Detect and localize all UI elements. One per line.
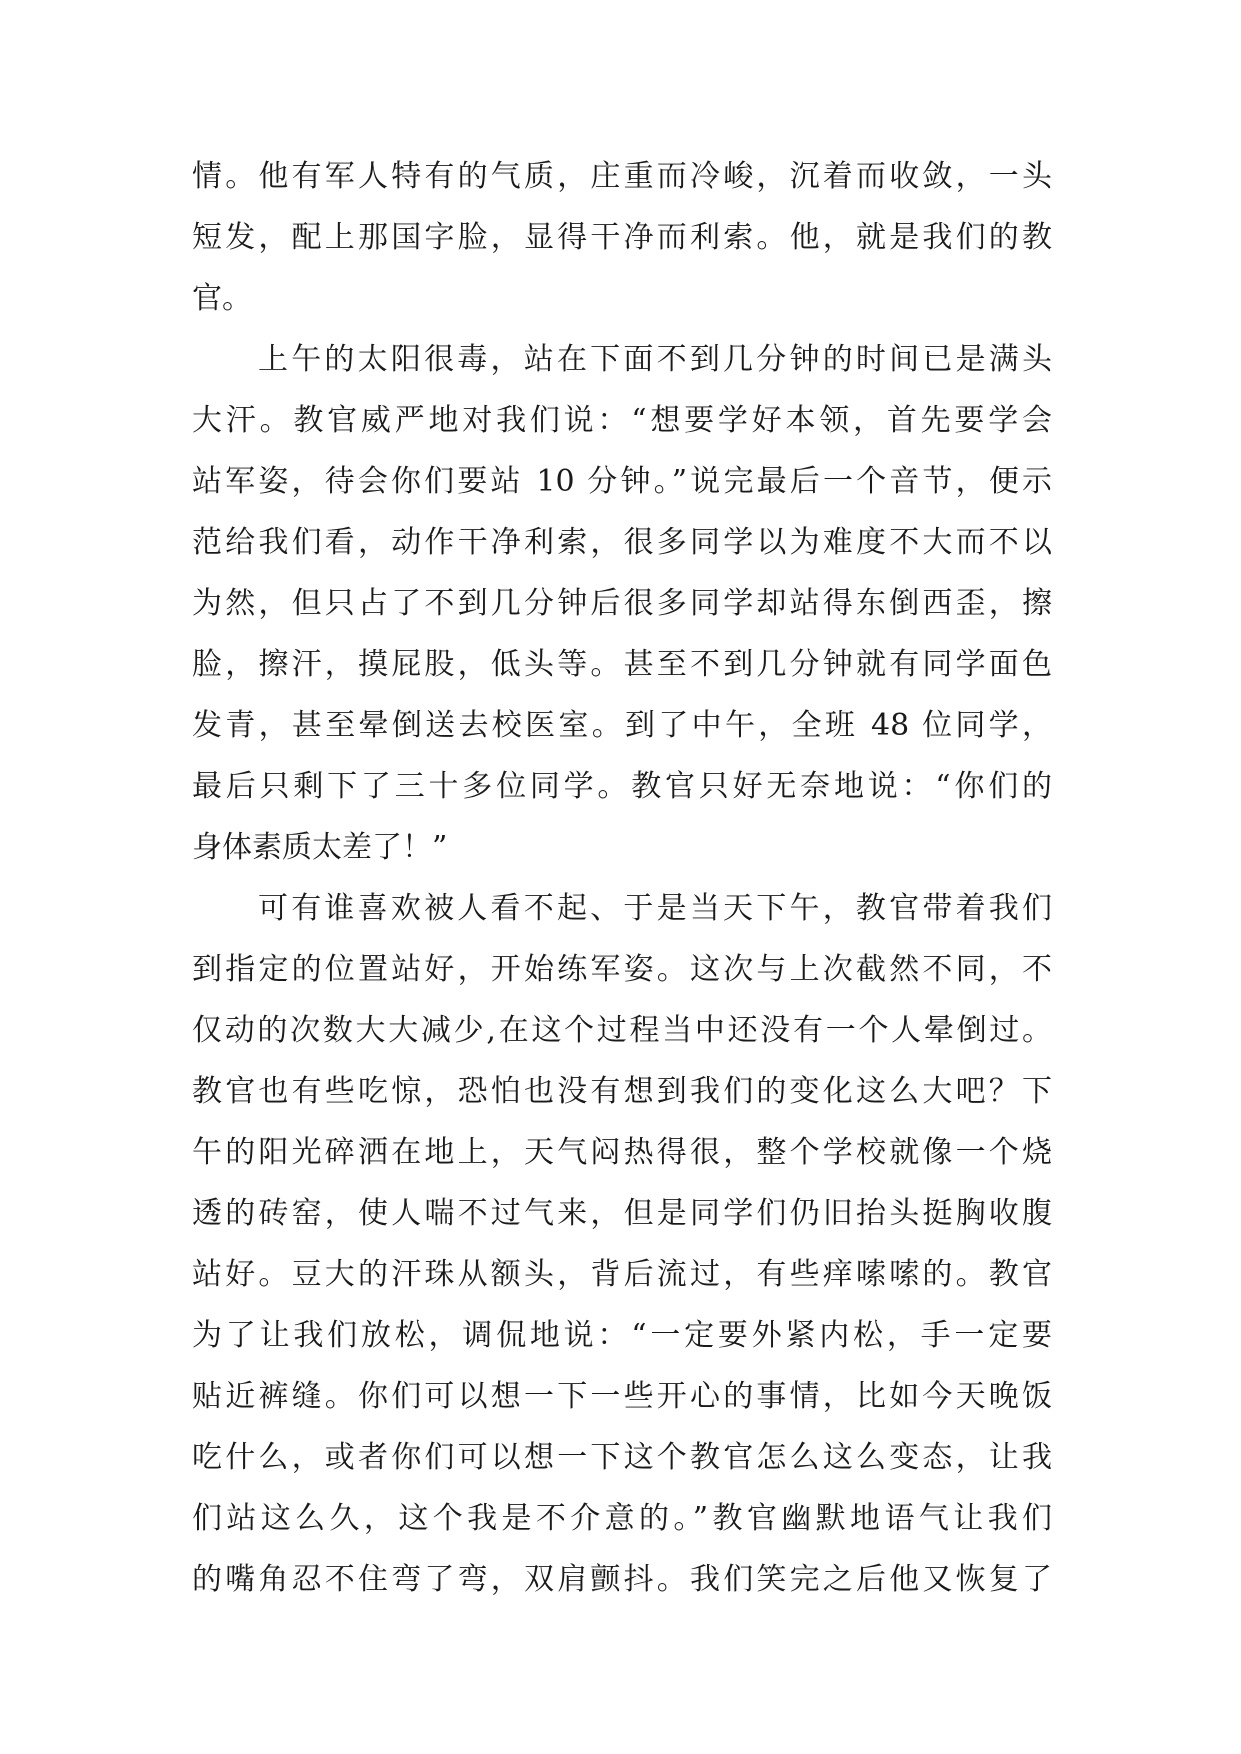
text-line: 大汗。教官威严地对我们说：“想要学好本领，首先要学会 [192,403,1052,438]
text-line: 们站这么久，这个我是不介意的。”教官幽默地语气让我们 [192,1501,1052,1536]
text-line: 情。他有军人特有的气质，庄重而冷峻，沉着而收敛，一头 [192,159,1052,194]
text-line: 贴近裤缝。你们可以想一下一些开心的事情，比如今天晚饭 [192,1379,1052,1414]
text-line: 仅动的次数大大减少,在这个过程当中还没有一个人晕倒过。 [192,1013,1052,1048]
text-line: 上午的太阳很毒，站在下面不到几分钟的时间已是满头 [258,342,1052,377]
paragraph-2 [192,329,1052,878]
paragraph-1 [192,146,1052,329]
text-line: 的嘴角忍不住弯了弯，双肩颤抖。我们笑完之后他又恢复了 [192,1562,1052,1597]
text-line: 短发，配上那国字脸，显得干净而利索。他，就是我们的教 [192,220,1052,255]
text-line: 站好。豆大的汗珠从额头，背后流过，有些痒嗦嗦的。教官 [192,1257,1052,1292]
text-line: 为然，但只占了不到几分钟后很多同学却站得东倒西歪，擦 [192,586,1052,621]
text-line: 身体素质太差了！” [192,830,448,865]
text-line: 站军姿，待会你们要站 10 分钟。”说完最后一个音节，便示 [192,464,1052,499]
text-line: 可有谁喜欢被人看不起、于是当天下午，教官带着我们 [258,891,1052,926]
text-line: 午的阳光碎洒在地上，天气闷热得很，整个学校就像一个烧 [192,1135,1052,1170]
body-text [192,146,1052,1610]
text-line: 教官也有些吃惊，恐怕也没有想到我们的变化这么大吧？下 [192,1074,1052,1109]
text-line: 范给我们看，动作干净利索，很多同学以为难度不大而不以 [192,525,1052,560]
text-line: 吃什么，或者你们可以想一下这个教官怎么这么变态，让我 [192,1440,1052,1475]
text-line: 到指定的位置站好，开始练军姿。这次与上次截然不同，不 [192,952,1052,987]
text-line: 发青，甚至晕倒送去校医室。到了中午，全班 48 位同学， [192,708,1052,743]
paragraph-3 [192,878,1052,1610]
text-line: 为了让我们放松，调侃地说：“一定要外紧内松，手一定要 [192,1318,1052,1353]
text-line: 官。 [192,281,252,316]
text-line: 脸，擦汗，摸屁股，低头等。甚至不到几分钟就有同学面色 [192,647,1052,682]
text-line: 透的砖窑，使人喘不过气来，但是同学们仍旧抬头挺胸收腹 [192,1196,1052,1231]
text-line: 最后只剩下了三十多位同学。教官只好无奈地说：“你们的 [192,769,1052,804]
